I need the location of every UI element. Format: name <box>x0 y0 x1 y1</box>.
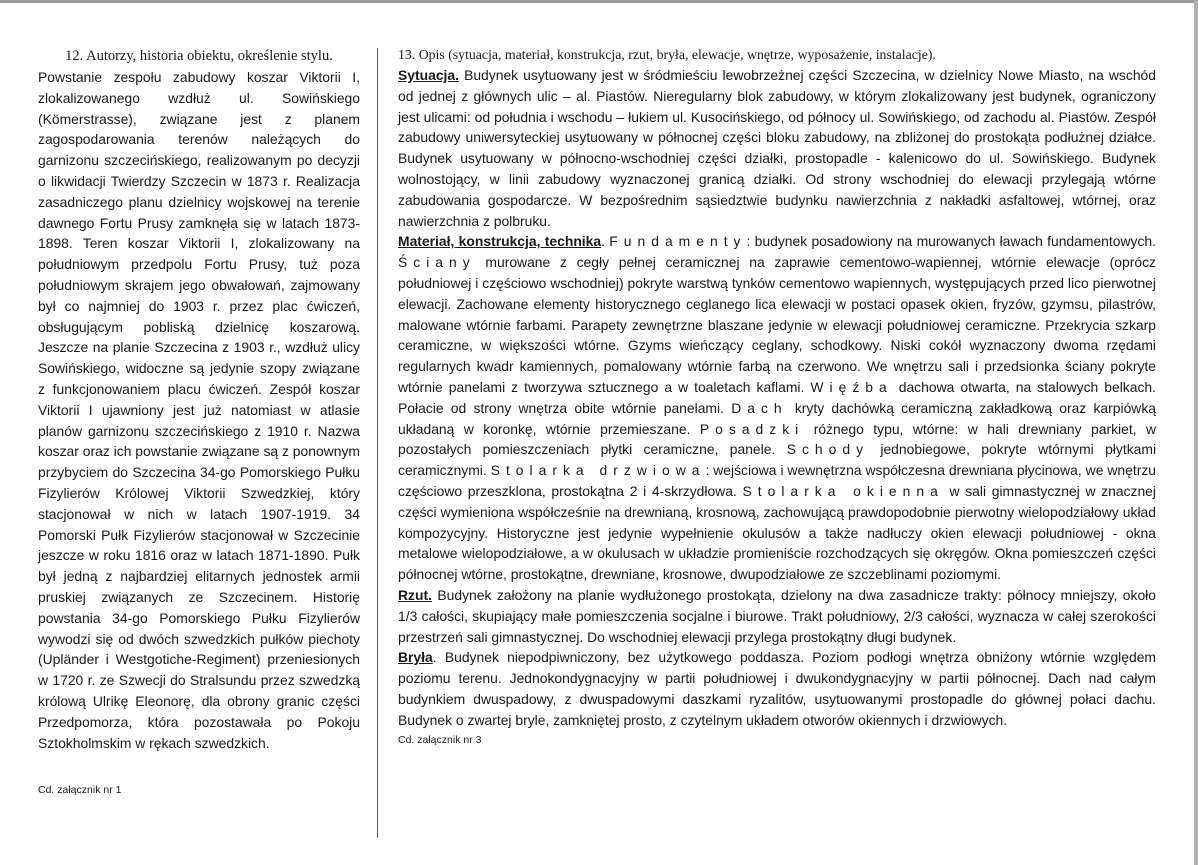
sytuacja-label: Sytuacja. <box>398 67 459 83</box>
stolarka-drzwiowa-label: Stolarka drzwiowa <box>490 462 706 479</box>
stolarka-okienna-label: Stolarka okienna <box>742 482 944 499</box>
column-divider <box>377 48 378 838</box>
sytuacja-text: Budynek usytuowany jest w śródmieściu lewobrzeżnej części Szczecina, w dzielnicy Nowe Miasto, na wschód od jednej z głównych ulic – al. Piastów. Nieregularny blok zabudowy, w którym zlokalizowany jest budynek, ograniczony jest ulicami: od południa i wschodu – łukiem ul. Kusocińskiego, od północy ul. Sowińskiego, od zachodu al. Piastów. Zespół zabudowy uniwersyteckiej usytuowany w północnej części bloku zabudowy, na zbliżonej do prostokąta podłużnej działce. Budynek usytuowany w północno-wschodniej części działki, prostopadle - kalenicowo do ul. Sowińskiego. Budynek wolnostojący, w linii zabudowy wyznaczonej granicą działki. Od strony wschodniej do elewacji przylegają wtórne zabudowania gospodarcze. W bezpośrednim sąsiedztwie budynku nawierzchnia z nakładki asfaltowej, wtórnej, oraz nawierzchnia z polbruku. <box>398 67 1156 229</box>
bryla-label: Bryła <box>398 649 433 666</box>
material-paragraph <box>398 231 1156 585</box>
stolarka-okienna-text: w sali gimnastycznej w znacznej części wymieniona współcześnie na drewnianą, krosnową, zachowującą prawdopodobnie pierwotny wielopodziałowy układ kompozycyjny. Historyczne jest jedynie wypełnienie okulusów a także nadłuczy okien elewacji południowej - okna metalowe wielopodziałowe, a w okulusach w układzie promieniście rozchodzących się okręgów. Okna pomieszczeń części północnej wtórne, prostokątne, drewniane, krosnowe, dwupodziałowe ze szczeblinami poziomymi. <box>398 482 1156 583</box>
bryla-paragraph <box>398 647 1156 730</box>
right-footnote: Cd. załącznik nr 3 <box>398 733 482 746</box>
material-dot: . <box>601 233 605 250</box>
history-paragraph: Powstanie zespołu zabudowy koszar Viktorii I, zlokalizowanego wzdłuż ul. Sowińskiego (Kömerstrasse), związane jest z planem zagospodarowania terenów należących do garnizonu szczecińskiego, realizowanym po decyzji o likwidacji Twierdzy Szczecin w 1873 r. Realizacja zasadniczego planu dzielnicy wojskowej na terenie dawnego Fortu Prusy zamknęła się w latach 1873-1898. Teren koszar Viktorii I, zlokalizowany na południowym przedpolu Fortu Prusy, tuż poza południowym skrajem jego obwałowań, zajmowany był co najmniej do 1903 r. przez plac ćwiczeń, obsługującym pobliską dzielnicę koszarową. Jeszcze na planie Szczecina z 1903 r., wzdłuż ulicy Sowińskiego, widoczne są jedynie szopy związane z funkcjonowaniem placu ćwiczeń. Zespół koszar Viktorii I ujawniony jest już natomiast w atlasie planów garnizonu szczecińskiego z 1910 r. Nazwa koszar oraz ich powstanie związane są z ponownym przybyciem do Szczecina 34-go Pomorskiego Pułku Fizylierów Królowej Viktorii Szwedzkiej, który stacjonował w nich w latach 1907-1919. 34 Pomorski Pułk Fizylierów stacjonował w Szczecinie jeszcze w roku 1816 oraz w latach 1871-1890. Pułk był jedną z najbardziej elitarnych jednostek armii pruskiej związanych ze Szczecinem. Historię powstania 34-go Pomorskiego Pułku Fizylierów wywodzi się od dwóch szwedzkich pułków piechoty (Upländer i Westgotiche-Regiment) przeniesionych w 1720 r. ze Szwecji do Stralsundu przez szwedzką królową Ulrikę Eleonorę, dla obrony granic części Przedpomorza, która pozostawała po Pokoju Sztokholmskim w rękach szwedzkich. <box>38 69 360 751</box>
bryla-text: Budynek niepodpiwniczony, bez użytkowego poddasza. Poziom podłogi wnętrza obniżony wtórnie względem poziomu terenu. Jednokondygnacyjny w partii południowej i dwukondygnacyjny w partii północnej. Dach nad całym budynkiem dwuspadowy, z dwuspadowymi daszkami ryzalitów, usytuowanymi prostopadle do głównej połaci dachu. Budynek o zwartej bryle, zamkniętej prosto, z czytelnym układem otworów okiennych i drzwiowych. <box>398 649 1157 728</box>
dach-text: kryty dachówką ceramiczną zakładkową oraz karpiówką układaną w koronkę, wtórnie przemieszane. <box>398 399 1157 437</box>
left-column <box>38 46 360 753</box>
rzut-text: Budynek założony na planie wydłużonego prostokąta, dzielony na dwa zasadnicze trakty: północy mniejszy, około 1/3 całości, skupiający małe pomieszczenia socjalne i biurowe. Trakt południowy, 2/3 całości, wyznacza w całej szerokości przestrzeń sali gimnastycznej. Do wschodniej elewacji przylega prostokątny długi budynek. <box>398 586 1156 645</box>
wiezba-label: Więźba <box>810 378 893 395</box>
rzut-label: Rzut. <box>398 586 432 603</box>
schody-text: jednobiegowe, pokryte wtórnymi płytkami ceramicznymi. <box>398 441 1157 479</box>
scan-edge-top <box>0 0 1198 3</box>
posadzki-label: Posadzki <box>699 420 805 437</box>
rzut-paragraph <box>398 585 1156 647</box>
right-column <box>398 44 1156 747</box>
sciany-text: murowane z cegły pełnej ceramicznej na zaprawie cementowo-wapiennej, wtórnie elewacje (oprócz południowej i częściowo wschodniej) pokryte warstwą tynków cementowo wapiennych, występujących przed lico pierwotnej elewacji. Zachowane elementy historycznego ceglanego lica elewacji w postaci opasek okien, fryzów, gzymsu, pilastrów, malowane wtórnie farbami. Parapety zewnętrzne blaszane jedynie w elewacji południowej ceramiczne. Przekrycia szkarp ceramiczne, w większości wtórne. Gzyms wieńczący ceglany, schodkowy. Niski cokół wyznaczony dwoma rzędami regularnych kwadr kamiennych, pomalowany wtórnie farbą na czerwono. We wnętrzu sali i przedsionka ściany pokryte wtórnie panelami z tworzywa sztucznego a w toaletach kaflami. <box>398 254 1157 395</box>
section-12-heading: 12. Autorzy, historia obiektu, określenie stylu. <box>65 48 333 64</box>
bryla-dot: . <box>432 649 437 666</box>
fundamenty-text: : budynek posadowiony na murowanych ławach fundamentowych. <box>746 233 1156 250</box>
sytuacja-paragraph <box>398 65 1156 231</box>
material-label: Materiał, konstrukcja, technika <box>398 233 602 250</box>
left-footnote: Cd. załącznik nr 1 <box>38 784 122 796</box>
schody-label: Schody <box>786 441 870 458</box>
section-13-heading: 13. Opis (sytuacja, materiał, konstrukcja, rzut, bryła, elewacje, wnętrze, wyposażenie, instalacje). <box>398 47 936 62</box>
stolarka-drzwiowa-text: : wejściowa i wewnętrzna współczesna drewniana płycinowa, we wnętrzu częściowo przeszklona, prostokątna 2 i 4-skrzydłowa. <box>398 462 1156 499</box>
scan-edge-right <box>1194 0 1198 865</box>
posadzki-text: różnego typu, wtórne: w hali drewniany parkiet, w pozostałych pomieszczeniach płytki ceramiczne, panele. <box>398 420 1157 458</box>
sciany-label: Ściany <box>398 254 476 271</box>
dach-label: Dach <box>731 399 788 416</box>
wiezba-text: dachowa otwarta, na stalowych belkach. Połacie od strony wnętrza obite wtórnie panelami. <box>398 378 1156 416</box>
fundamenty-label: Fundamenty <box>609 233 747 250</box>
